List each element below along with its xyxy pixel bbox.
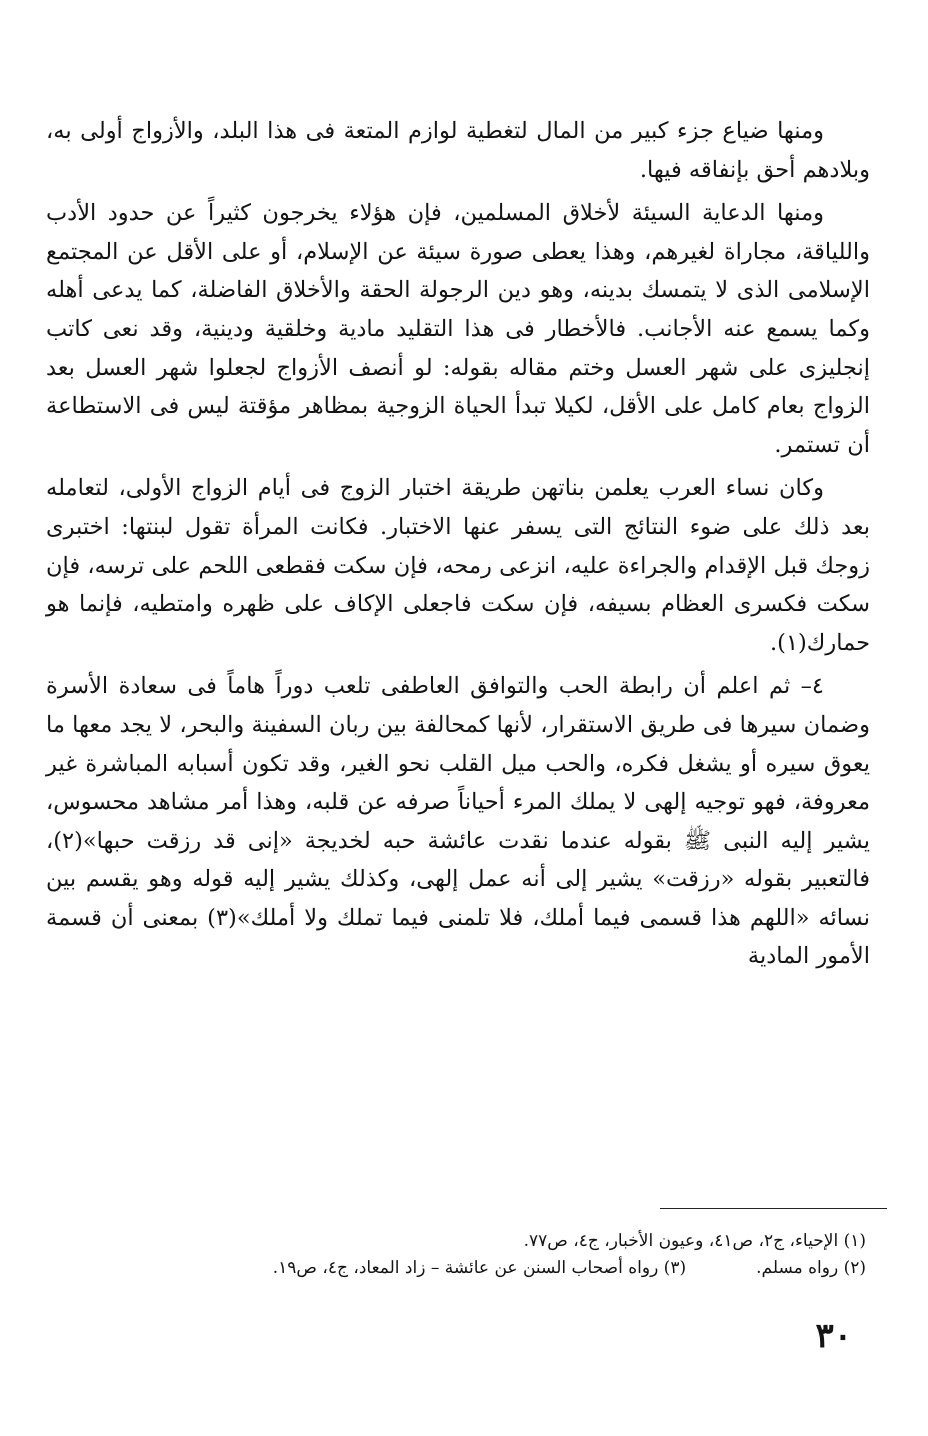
footnotes: [90, 1228, 866, 1282]
body-text: [46, 112, 870, 976]
footnote-1: (١) الإحياء، ج٢، ص٤١، وعيون الأخبار، ج٤، ص٧٧.: [523, 1231, 866, 1251]
paragraph-arab-women-test: وكان نساء العرب يعلمن بناتهن طريقة اختبار الزوج فى أيام الزواج الأولى، لتعامله بعد ذلك على ضوء النتائج التى يسفر عنها الاختبار. فكانت المرأة تقول لبنتها: اختبرى زوجك قبل الإقدام والجراءة عليه، انزعى رمحه، فإن سكت فقطعى اللحم على ترسه، فإن سكت فكسرى العظام بسيفه، فإن سكت فاجعلى الإكاف على ظهره وامتطيه، فإنما هو حمارك(١).: [46, 475, 870, 656]
page-number: ٣٠: [815, 1316, 852, 1356]
paragraph-love-harmony: ٤– ثم اعلم أن رابطة الحب والتوافق العاطفى تلعب دوراً هاماً فى سعادة الأسرة وضمان سيرها فى طريق الاستقرار، لأنها كمحالفة بين ربان السفينة والبحر، لا يجد معها ما يعوق سيره أو يشغل فكره، والحب ميل القلب نحو الغير، وقد تكون أسبابه المباشرة غير معروفة، فهو توجيه إلهى لا يملك المرء أحياناً صرفه عن قلبه، وهذا أمر مشاهد محسوس، يشير إليه النبى ﷺ بقوله عندما نقدت عائشة حبه لخديجة «إنى قد رزقت حبها»(٢)، فالتعبير بقوله «رزقت» يشير إلى أنه عمل إلهى، وكذلك يشير إليه قوله وهو يقسم بين نسائه «اللهم هذا قسمى فيما أملك، فلا تلمنى فيما تملك ولا أملك»(٣) بمعنى أن قسمة الأمور المادية: [46, 673, 870, 970]
paragraph-travel-expense: ومنها ضياع جزء كبير من المال لتغطية لوازم المتعة فى هذا البلد، والأزواج أولى به، وبلادهم أحق بإنفاقه فيها.: [46, 118, 870, 183]
paragraph-bad-reputation: ومنها الدعاية السيئة لأخلاق المسلمين، فإن هؤلاء يخرجون كثيراً عن حدود الأدب واللياقة، مجاراة لغيرهم، وهذا يعطى صورة سيئة عن الإسلام، أو على الأقل عن المجتمع الإسلامى الذى لا يتمسك بدينه، وهو دين الرجولة الحقة والأخلاق الفاضلة، كما يدعى أهله وكما يسمع عنه الأجانب. فالأخطار فى هذا التقليد مادية وخلقية ودينية، وقد نعى كاتب إنجليزى على شهر العسل وختم مقاله بقوله: لو أنصف الأزواج لجعلوا شهر العسل بعد الزواج بعام كامل على الأقل، لكيلا تبدأ الحياة الزوجية بمظاهر مؤقتة ليس فى الاستطاعة أن تستمر.: [46, 200, 870, 458]
footnote-2: (٢) رواه مسلم.: [756, 1258, 866, 1278]
footnote-3: (٣) رواه أصحاب السنن عن عائشة – زاد المعاد، ج٤، ص١٩.: [272, 1258, 687, 1278]
footnote-row-2-3: [90, 1255, 866, 1282]
footnote-divider: [660, 1208, 887, 1209]
